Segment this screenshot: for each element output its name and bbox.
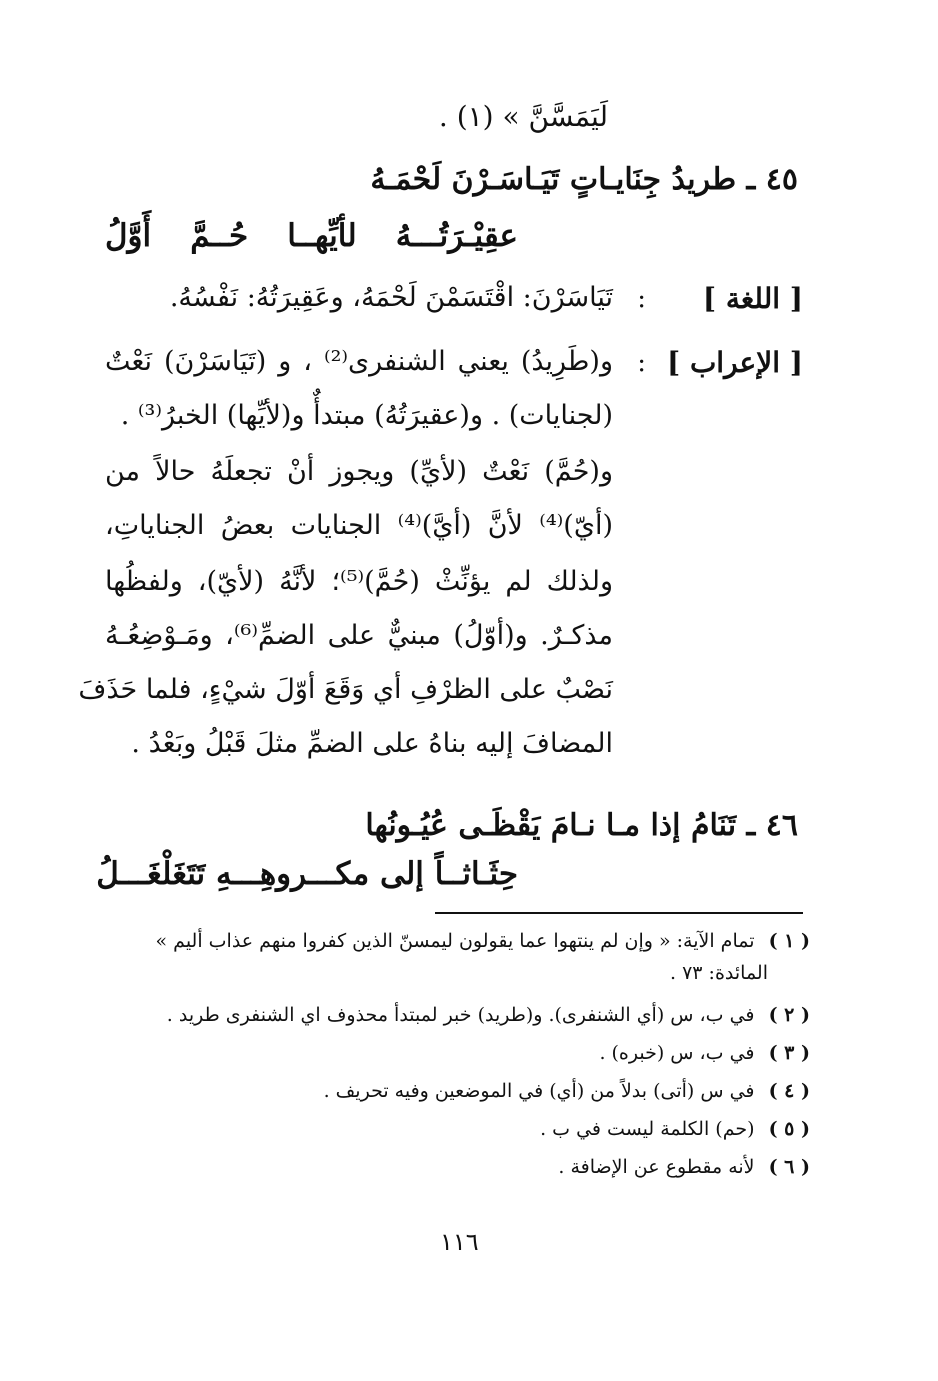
footnote-text: (حم) الكلمة ليست في ب . — [540, 1118, 755, 1140]
irab-line: مذكـرٌ. و(أوّلُ) مبنيٌّ على الضمِّ⁽⁶⁾، ومَـوْضِعُـهُ — [105, 620, 614, 651]
verse-number: ٤٦ ـ — [746, 808, 798, 843]
lugha-label: [ اللغة ] — [702, 282, 803, 315]
footnote-text: تمام الآية: « وإن لم ينتهوا عما يقولون ليمسنّ الذين كفروا منهم عذاب أليم » — [155, 930, 755, 952]
footnote-1-continuation: المائدة: ٧٣ . — [669, 962, 768, 984]
footnote-3 — [599, 1042, 810, 1064]
footnote-4 — [324, 1080, 810, 1102]
footnote-6 — [558, 1156, 810, 1178]
verse-45-second-hemistich: عقِيْـرَتُـــهُ لأيِّهــا حُــمَّ أَوَّلُ — [105, 218, 518, 254]
footnote-text: في ب، س (أي الشنفرى). و(طريد) خبر لمبتدأ محذوف اي الشنفرى طريد . — [166, 1004, 755, 1026]
footnote-5 — [540, 1118, 810, 1140]
footnote-number: ( ٣ ) — [768, 1042, 810, 1064]
lugha-text: تَيَاسَرْنَ: اقْتَسَمْنَ لَحْمَهُ، وعَقِيرَتُهُ: نَفْسُهُ. — [169, 282, 613, 313]
irab-line: نَصْبٌ على الظرْفِ أي وَقَعَ أوّلَ شيْءٍ، فلما حَذَفَ — [78, 674, 613, 705]
footnote-number: ( ٤ ) — [768, 1080, 810, 1102]
footnote-number: ( ٢ ) — [768, 1004, 810, 1026]
irab-line: المضافَ إليه بناهُ على الضمِّ مثلَ قَبْلُ وبَعْدُ . — [131, 728, 613, 759]
verse-45-first-hemistich — [370, 162, 798, 198]
hemistich-text: طريدُ جِنَايـاتٍ تَيَـاسَـرْنَ لَحْمَـهُ — [370, 162, 737, 197]
irab-line: و(طَرِيدُ) يعني الشنفرى⁽²⁾ ، و (تَيَاسَرْنَ) نَعْتٌ — [105, 346, 613, 377]
footnote-1 — [156, 930, 810, 952]
verse-46-first-hemistich — [365, 808, 798, 844]
page-number: ١١٦ — [440, 1228, 479, 1256]
footnote-separator — [435, 912, 803, 914]
footnote-2 — [167, 1004, 810, 1026]
verse-46-second-hemistich: حِثَـاثــاً إلى مكـــروهِـــهِ تَتَغَلْغَـــلُ — [96, 856, 518, 892]
continuation-line: لَيَمَسَّنَّ » (١) . — [438, 100, 608, 133]
footnote-number: ( ٥ ) — [768, 1118, 810, 1140]
footnote-text: في ب، س (خبره) . — [599, 1042, 755, 1064]
footnote-text: في س (أتى) بدلاً من (أي) في الموضعين وفيه تحريف . — [323, 1080, 755, 1102]
hemistich-text: تَنَامُ إذا مـا نـامَ يَقْظَـى عُيُـونُها — [365, 808, 737, 843]
verse-number: ٤٥ ـ — [746, 162, 798, 197]
irab-line: (أيّ)⁽⁴⁾ لأنَّ (أيَّ)⁽⁴⁾ الجنايات بعضُ الجناياتِ، — [105, 510, 614, 541]
irab-line: (لجنايات) . و(عقيرَتُهُ) مبتدأٌ و(لأيِّها) الخبرُ⁽³⁾ . — [120, 400, 613, 431]
irab-line: ولذلك لم يؤنِّثْ (حُمَّ)⁽⁵⁾؛ لأنَّهُ (لأيّ)، ولفظُها — [105, 566, 613, 597]
irab-line: و(حُمَّ) نَعْتٌ (لأيِّ) ويجوز أنْ تجعلَهُ حالاً من — [105, 456, 613, 487]
footnote-number: ( ٦ ) — [768, 1156, 810, 1178]
irab-label: [ الإعراب ] — [666, 346, 803, 379]
irab-colon: : — [637, 348, 646, 378]
footnote-number: ( ١ ) — [768, 930, 810, 952]
footnote-text: لأنه مقطوع عن الإضافة . — [558, 1156, 755, 1178]
lugha-colon: : — [637, 284, 646, 314]
